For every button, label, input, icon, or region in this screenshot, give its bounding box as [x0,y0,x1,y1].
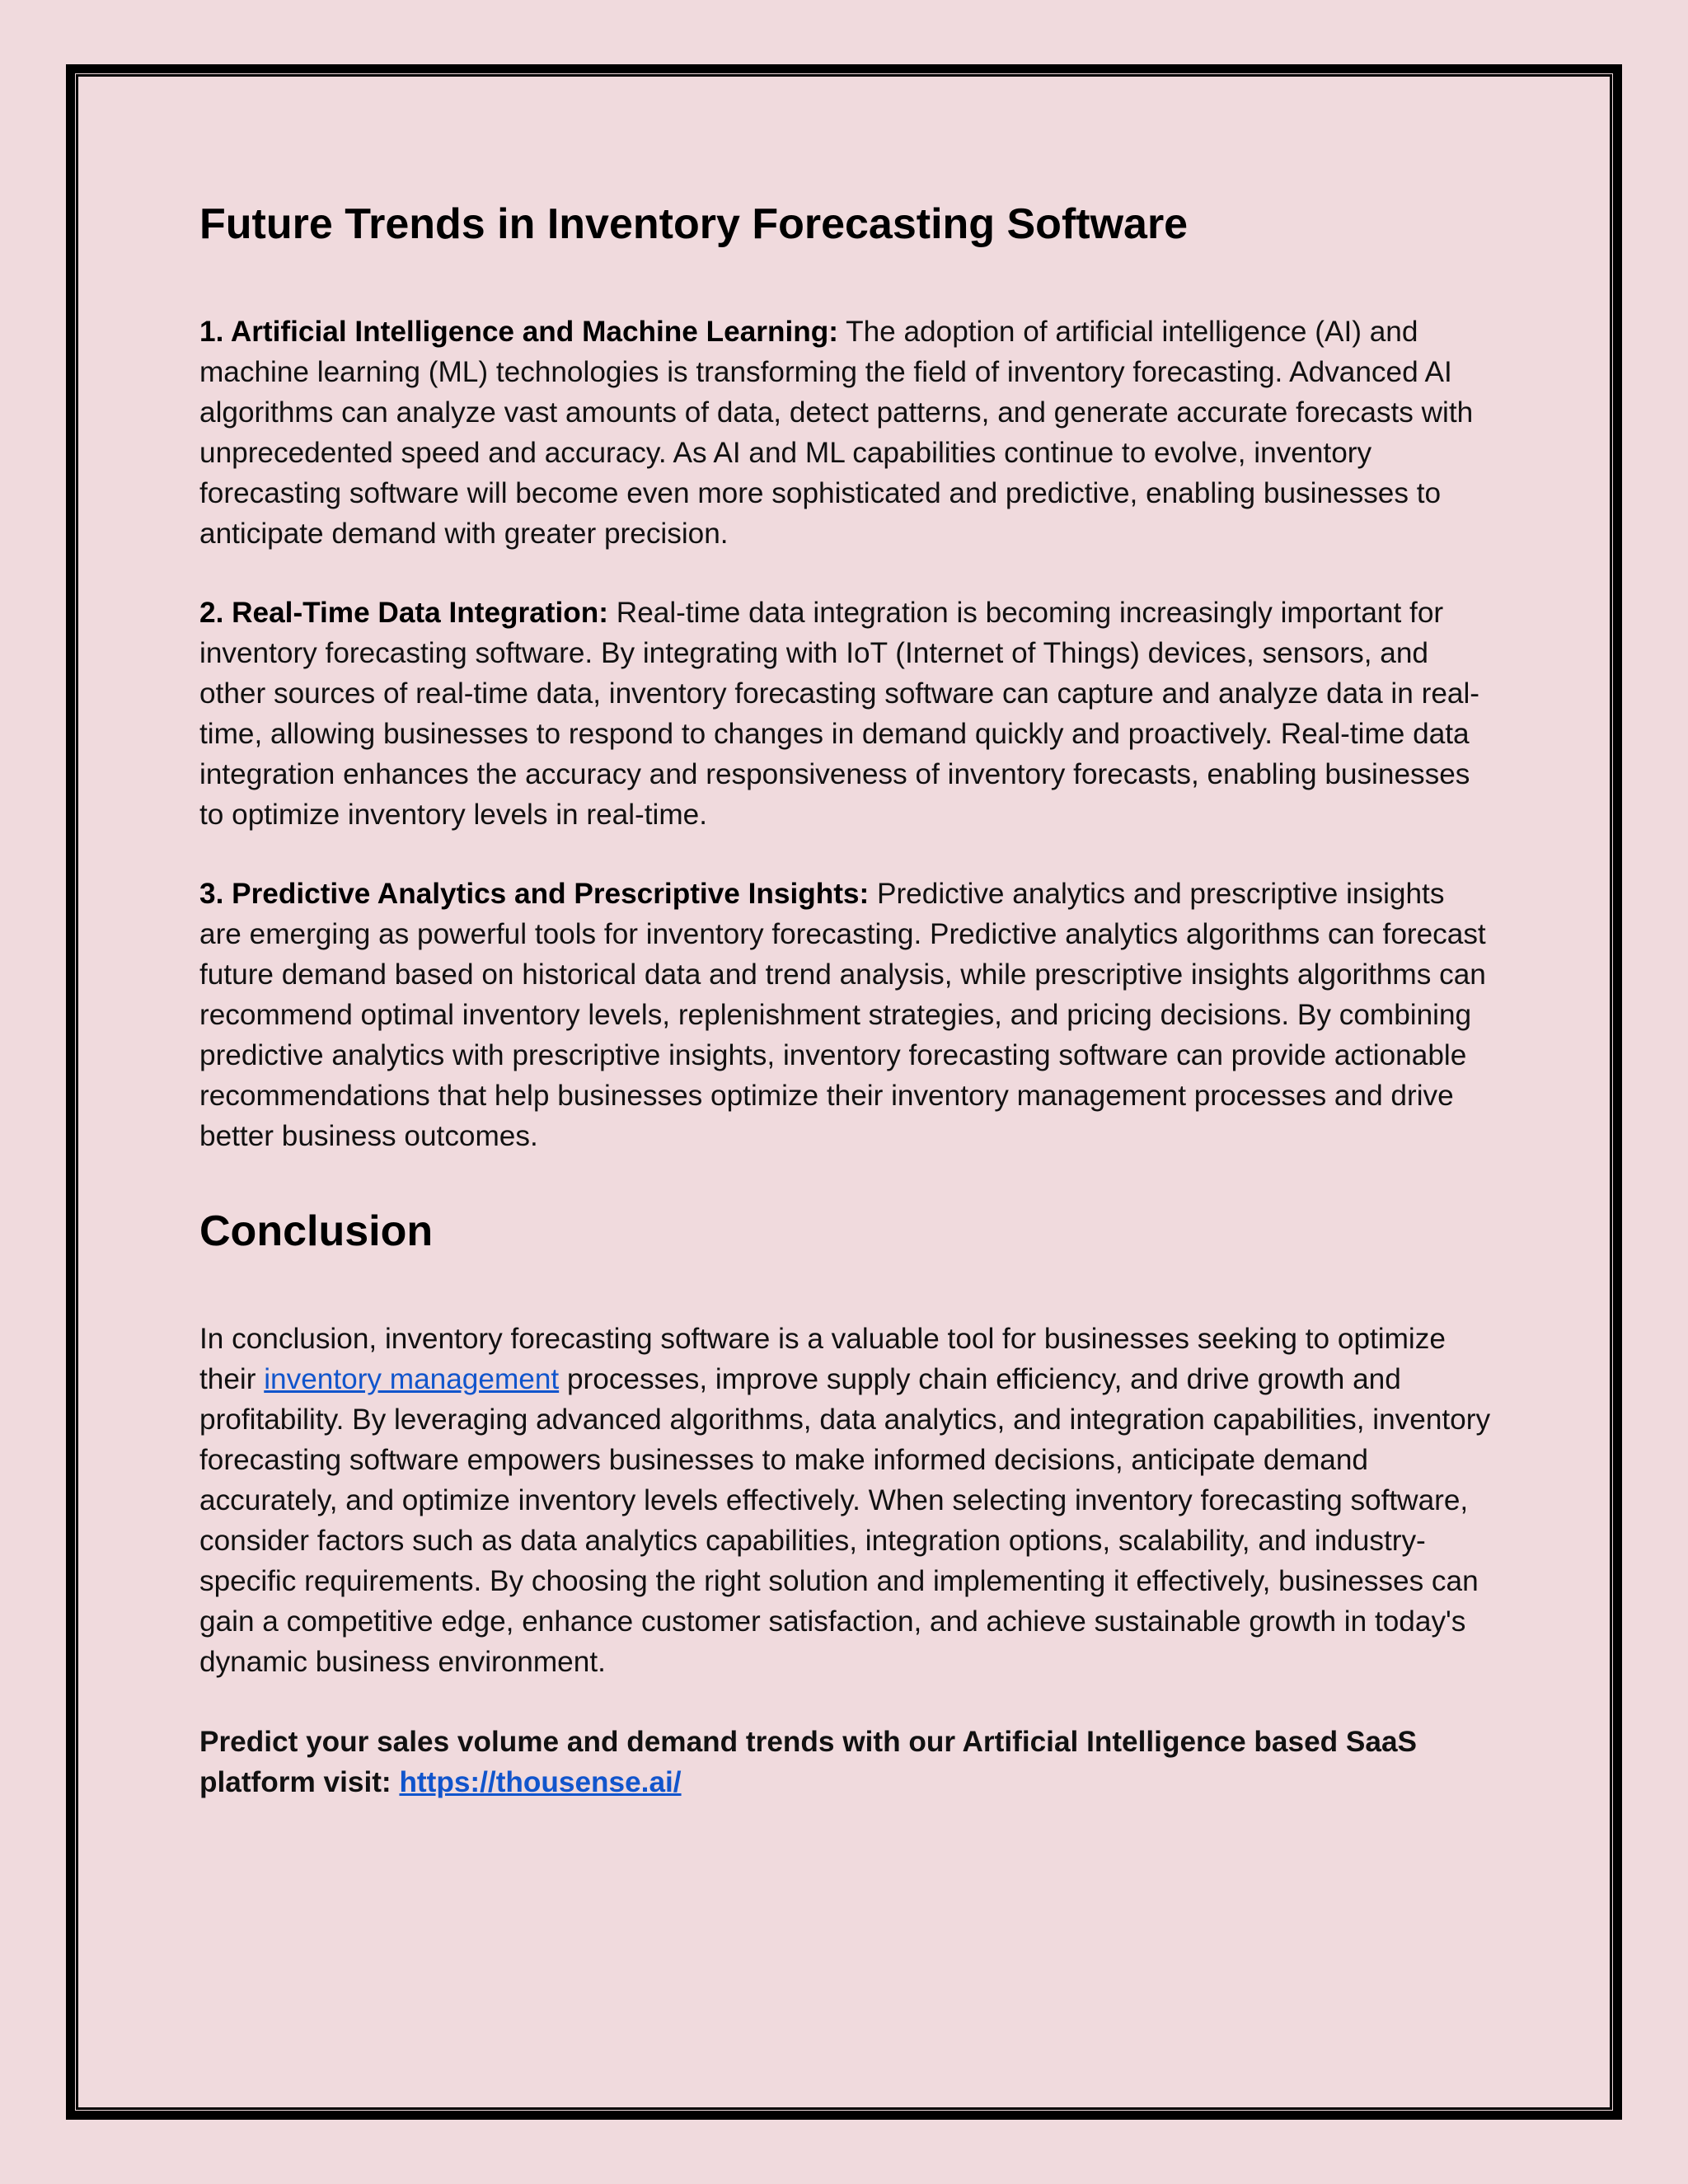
inventory-management-link[interactable]: inventory management [264,1363,560,1395]
section-heading: 1. Artificial Intelligence and Machine Learning: [199,316,838,348]
section-body: Real-time data integration is becoming increasingly important for inventory forecasting software. By integrating with IoT (Internet of Things) devices, sensors, and other sources of real-time data, inventory forecasting software can capture and analyze data in real-time, allowing businesses to respond to changes in demand quickly and proactively. Real-time data integration enhances the accuracy and responsiveness of inventory forecasts, enabling businesses to optimize inventory levels in real-time. [199,597,1479,831]
conclusion-text-end: processes, improve supply chain efficiency, and drive growth and profitability. By leveraging advanced algorithms, data analytics, and integration capabilities, inventory forecasting software empowers businesses to make informed decisions, anticipate demand accurately, and optimize inventory levels effectively. When selecting inventory forecasting software, consider factors such as data analytics capabilities, integration options, scalability, and industry-specific requirements. By choosing the right solution and implementing it effectively, businesses can gain a competitive edge, enhance customer satisfaction, and achieve sustainable growth in today's dynamic business environment. [199,1363,1491,1678]
section-heading: 2. Real-Time Data Integration: [199,597,608,629]
section-heading: 3. Predictive Analytics and Prescriptive Insights: [199,878,870,910]
cta-text: Predict your sales volume and demand trends with our Artificial Intelligence based SaaS platform visit: [199,1726,1417,1798]
section-predictive-analytics [199,874,1493,1156]
section-body: Predictive analytics and prescriptive insights are emerging as powerful tools for inventory forecasting. Predictive analytics algorithms can forecast future demand based on historical data and trend analysis, while prescriptive insights algorithms can recommend optimal inventory levels, replenishment strategies, and pricing decisions. By combining predictive analytics with prescriptive insights, inventory forecasting software can provide actionable recommendations that help businesses optimize their inventory management processes and drive better business outcomes. [199,878,1486,1152]
section-ai-ml [199,312,1493,554]
call-to-action [199,1722,1493,1802]
page-title: Future Trends in Inventory Forecasting Software [199,200,1189,248]
section-real-time-data [199,593,1493,835]
conclusion-text-start: In conclusion, inventory forecasting software is a valuable tool for businesses seeking to optimize their [199,1323,1446,1395]
conclusion-paragraph [199,1319,1493,1682]
section-body: The adoption of artificial intelligence (AI) and machine learning (ML) technologies is transforming the field of inventory forecasting. Advanced AI algorithms can analyze vast amounts of data, detect patterns, and generate accurate forecasts with unprecedented speed and accuracy. As AI and ML capabilities continue to evolve, inventory forecasting software will become even more sophisticated and predictive, enabling businesses to anticipate demand with greater precision. [199,316,1474,550]
thousense-link[interactable]: https://thousense.ai/ [399,1766,682,1798]
conclusion-heading: Conclusion [199,1207,434,1255]
